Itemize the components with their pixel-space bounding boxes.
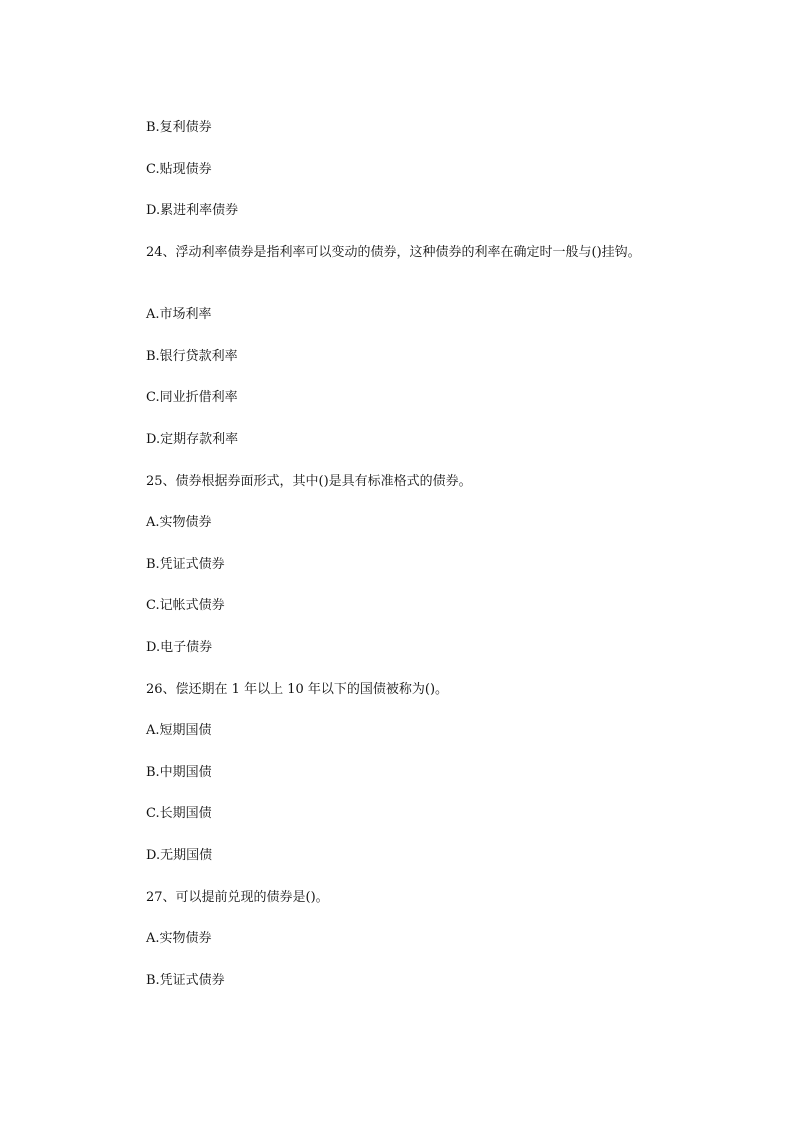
question-27: 27、可以提前兑现的债券是()。 [146,890,329,905]
option-d-q25: D.电子债券 [146,640,213,655]
option-a-q27: A.实物债券 [146,931,212,946]
option-a-q24: A.市场利率 [146,307,212,322]
question-24: 24、浮动利率债券是指利率可以变动的债券，这种债券的利率在确定时一般与()挂钩。 [146,245,641,260]
option-a-q26: A.短期国债 [146,723,212,738]
option-c-q24: C.同业折借利率 [146,390,238,405]
option-c-q23: C.贴现债券 [146,162,212,177]
option-d-q24: D.定期存款利率 [146,432,239,447]
option-b-q24: B.银行贷款利率 [146,349,238,364]
option-b-q27: B.凭证式债券 [146,973,225,988]
option-a-q25: A.实物债券 [146,515,212,530]
question-25: 25、债券根据券面形式，其中()是具有标准格式的债券。 [146,474,472,489]
option-c-q25: C.记帐式债券 [146,598,225,613]
option-d-q26: D.无期国债 [146,848,213,863]
question-26: 26、偿还期在 1 年以上 10 年以下的国债被称为()。 [146,682,449,697]
option-b-q26: B.中期国债 [146,765,212,780]
option-b-q23: B.复利债券 [146,120,212,135]
option-d-q23: D.累进利率债券 [146,203,239,218]
option-b-q25: B.凭证式债券 [146,557,225,572]
option-c-q26: C.长期国债 [146,806,212,821]
